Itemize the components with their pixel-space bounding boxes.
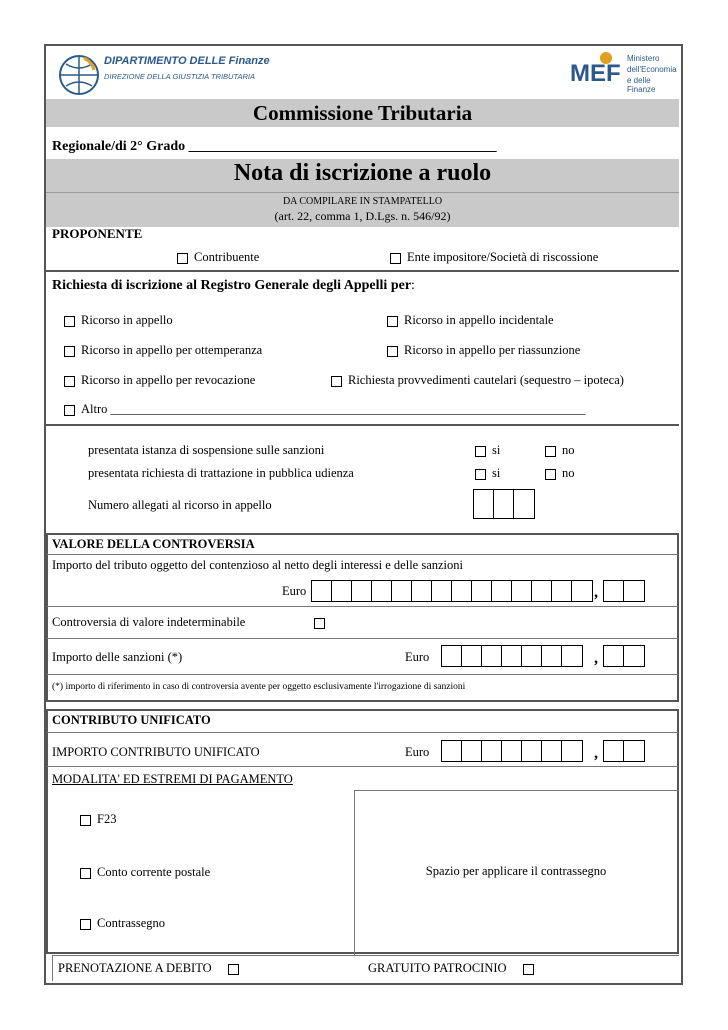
- istanza-udienza-si[interactable]: [475, 466, 500, 481]
- globe-icon: [56, 52, 102, 98]
- richiesta-heading: [52, 278, 415, 294]
- indeterminabile-checkbox[interactable]: [314, 618, 325, 629]
- indeterminabile-label: Controversia di valore indeterminabile: [52, 615, 246, 629]
- row-divider: [47, 732, 678, 733]
- euro-label: Euro: [405, 650, 430, 664]
- decimal-comma: ,: [594, 745, 598, 762]
- checkbox[interactable]: [177, 253, 188, 264]
- checkbox[interactable]: [64, 405, 75, 416]
- option-label: si: [492, 443, 501, 457]
- option-label: no: [562, 443, 575, 457]
- sanzioni-label: Importo delle sanzioni (*): [52, 650, 183, 664]
- mef-logo: [570, 50, 680, 96]
- mef-line-2: dell'Economia: [627, 65, 677, 74]
- mef-wordmark: MEF: [570, 60, 621, 87]
- checkbox[interactable]: [475, 446, 486, 457]
- section-divider: [46, 424, 679, 426]
- option-label: Conto corrente postale: [97, 865, 211, 879]
- checkbox[interactable]: [545, 469, 556, 480]
- checkbox[interactable]: [331, 376, 342, 387]
- option-ricorso-revocazione[interactable]: [64, 373, 255, 388]
- istanza-sospensione-no[interactable]: [545, 443, 575, 458]
- importo-tributo-label: Importo del tributo oggetto del contenzioso al netto degli interessi e delle sanzioni: [52, 558, 464, 572]
- option-label: F23: [97, 812, 117, 826]
- option-label: Ente impositore/Società di riscossione: [407, 250, 599, 264]
- option-label: Ricorso in appello incidentale: [404, 313, 554, 327]
- option-label: Contrassegno: [97, 916, 166, 930]
- euro-label: Euro: [282, 584, 307, 598]
- option-label: Contribuente: [194, 250, 260, 264]
- option-ricorso-riassunzione[interactable]: [387, 343, 580, 358]
- sanzioni-decimals[interactable]: [603, 645, 645, 667]
- nota-title: Nota di iscrizione a ruolo: [233, 160, 492, 186]
- checkbox[interactable]: [523, 964, 534, 975]
- proponente-label: PROPONENTE: [52, 226, 143, 241]
- payment-f23[interactable]: [80, 812, 116, 827]
- option-ricorso-appello[interactable]: [64, 313, 173, 328]
- payment-ccp[interactable]: [80, 865, 210, 880]
- option-label: PRENOTAZIONE A DEBITO: [58, 961, 212, 975]
- option-label: GRATUITO PATROCINIO: [368, 961, 507, 975]
- option-label: Altro ____________________________________________________________________________: [81, 402, 586, 416]
- option-label: no: [562, 466, 575, 480]
- istanza-udienza-no[interactable]: [545, 466, 575, 481]
- row-divider: [47, 674, 678, 675]
- dept-subname: DIREZIONE DELLA GIUSTIZIA TRIBUTARIA: [104, 72, 255, 81]
- option-label: Ricorso in appello per ottemperanza: [81, 343, 263, 357]
- option-ricorso-ottemperanza[interactable]: [64, 343, 262, 358]
- heading-colon: :: [411, 278, 415, 293]
- payment-contrassegno[interactable]: [80, 916, 165, 931]
- contributo-decimals[interactable]: [603, 740, 645, 762]
- dipartimento-logo: [56, 52, 270, 98]
- regionale-line: Regionale/di 2° Grado ____________________________________________: [52, 139, 497, 154]
- valore-heading: VALORE DELLA CONTROVERSIA: [52, 537, 255, 551]
- contributo-heading: CONTRIBUTO UNIFICATO: [52, 713, 211, 727]
- commission-title: Commissione Tributaria: [252, 101, 473, 125]
- contrassegno-space-label: Spazio per applicare il contrassegno: [425, 864, 607, 878]
- row-divider: [47, 766, 678, 767]
- mef-line-3: e delle Finanze: [627, 76, 656, 94]
- checkbox[interactable]: [390, 253, 401, 264]
- option-label: Ricorso in appello per riassunzione: [404, 343, 581, 357]
- checkbox[interactable]: [80, 868, 91, 879]
- checkbox[interactable]: [64, 376, 75, 387]
- checkbox[interactable]: [80, 815, 91, 826]
- row-divider: [47, 606, 678, 607]
- option-provvedimenti-cautelari[interactable]: [331, 373, 624, 388]
- mef-line-1: Ministero: [627, 54, 660, 63]
- dept-name: DIPARTIMENTO DELLE Finanze: [104, 55, 270, 67]
- checkbox[interactable]: [228, 964, 239, 975]
- gratuito-patrocinio[interactable]: [368, 961, 540, 976]
- section-divider: [46, 270, 679, 272]
- proponente-ente[interactable]: [390, 250, 598, 265]
- modalita-heading: MODALITA' ED ESTREMI DI PAGAMENTO: [52, 772, 293, 786]
- checkbox[interactable]: [387, 316, 398, 327]
- nota-divider: [46, 192, 679, 193]
- checkbox[interactable]: [64, 316, 75, 327]
- sanzioni-note: (*) importo di riferimento in caso di controversia avente per oggetto esclusivamente l'irrogazione di sanzioni: [52, 682, 466, 692]
- importo-tributo-cells[interactable]: [311, 580, 593, 602]
- prenotazione-debito[interactable]: [58, 961, 245, 976]
- option-label: Richiesta provvedimenti cautelari (sequestro – ipoteca): [348, 373, 624, 387]
- decimal-comma: ,: [594, 650, 598, 667]
- allegati-cells[interactable]: [473, 489, 535, 519]
- checkbox[interactable]: [387, 346, 398, 357]
- article-ref: (art. 22, comma 1, D.Lgs. n. 546/92): [274, 209, 451, 223]
- importo-contributo-label: IMPORTO CONTRIBUTO UNIFICATO: [52, 745, 260, 759]
- checkbox[interactable]: [64, 346, 75, 357]
- checkbox[interactable]: [475, 469, 486, 480]
- checkbox[interactable]: [80, 919, 91, 930]
- istanza-sospensione-si[interactable]: [475, 443, 500, 458]
- contributo-cells[interactable]: [441, 740, 583, 762]
- option-label: si: [492, 466, 501, 480]
- row-divider: [47, 638, 678, 639]
- istanza-udienza-label: presentata richiesta di trattazione in pubblica udienza: [88, 466, 354, 480]
- heading-text: Richiesta di iscrizione al Registro Generale degli Appelli per: [52, 278, 412, 293]
- option-label: Ricorso in appello per revocazione: [81, 373, 256, 387]
- istanza-sospensione-label: presentata istanza di sospensione sulle sanzioni: [88, 443, 325, 457]
- compilare-note: DA COMPILARE IN STAMPATELLO: [282, 196, 443, 207]
- option-ricorso-incidentale[interactable]: [387, 313, 554, 328]
- proponente-contribuente[interactable]: [177, 250, 259, 265]
- checkbox[interactable]: [545, 446, 556, 457]
- allegati-label: Numero allegati al ricorso in appello: [88, 498, 272, 512]
- sanzioni-cells[interactable]: [441, 645, 583, 667]
- euro-label: Euro: [405, 745, 430, 759]
- option-label: Ricorso in appello: [81, 313, 173, 327]
- decimal-comma: ,: [594, 584, 598, 601]
- importo-tributo-decimals[interactable]: [603, 580, 645, 602]
- row-divider: [47, 554, 678, 555]
- option-altro[interactable]: [64, 402, 586, 417]
